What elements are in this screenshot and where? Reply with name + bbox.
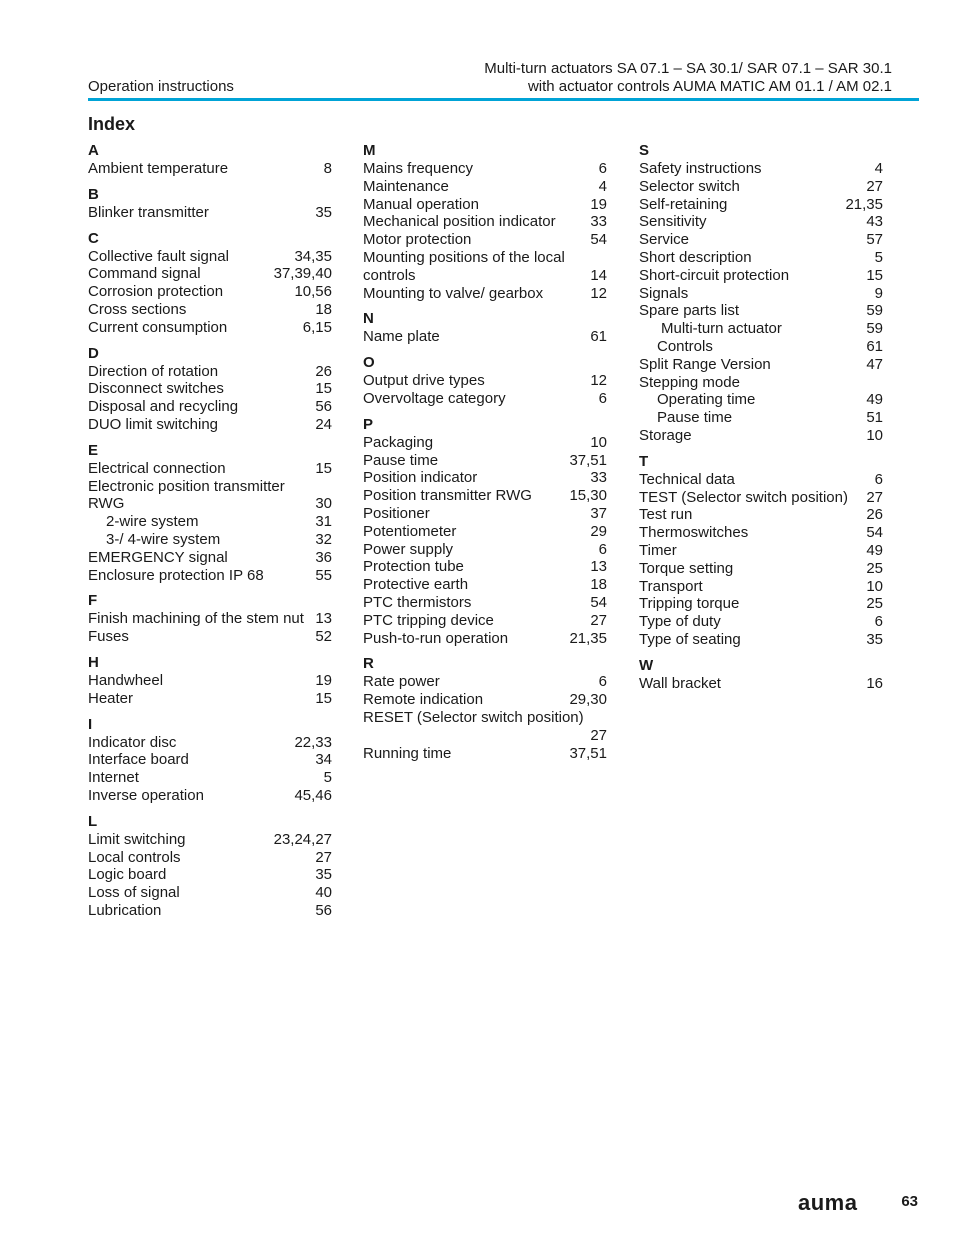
index-entry bbox=[639, 267, 883, 285]
entry-label: Packaging bbox=[363, 433, 434, 451]
entry-pages: 27 bbox=[590, 611, 607, 629]
entry-label: Overvoltage category bbox=[363, 389, 506, 407]
index-section bbox=[88, 142, 332, 178]
section-letter: N bbox=[363, 310, 374, 328]
entry-pages: 26 bbox=[866, 506, 883, 524]
entry-label: Enclosure protection IP 68 bbox=[88, 566, 264, 584]
entry-label: Handwheel bbox=[88, 671, 164, 689]
index-entry bbox=[88, 283, 332, 301]
index-entry bbox=[88, 567, 332, 585]
entry-pages: 27 bbox=[590, 726, 607, 744]
entry-label: Wall bracket bbox=[639, 674, 721, 692]
entry-pages: 27 bbox=[315, 848, 332, 866]
index-section bbox=[88, 230, 332, 337]
entry-pages: 19 bbox=[315, 671, 332, 689]
entry-label: Logic board bbox=[88, 866, 167, 884]
index-entry bbox=[639, 506, 883, 524]
entry-pages: 6 bbox=[874, 470, 883, 488]
entry-label: Mains frequency bbox=[363, 160, 474, 177]
section-letter: L bbox=[88, 812, 98, 830]
entry-pages: 5 bbox=[323, 769, 332, 787]
entry-label: Torque setting bbox=[639, 559, 734, 577]
entry-label: TEST (Selector switch position) bbox=[639, 488, 848, 506]
index-entry bbox=[88, 734, 332, 752]
entry-label: Operating time bbox=[657, 391, 756, 409]
entry-pages: 26 bbox=[315, 362, 332, 380]
entry-label: Position transmitter RWG bbox=[363, 487, 532, 505]
entry-label: Protection tube bbox=[363, 558, 464, 576]
index-section bbox=[639, 453, 883, 649]
index-entry bbox=[88, 549, 332, 567]
section-letter: D bbox=[88, 344, 99, 362]
index-entry bbox=[639, 471, 883, 489]
entry-pages: 25 bbox=[866, 595, 883, 613]
index-entry bbox=[639, 231, 883, 249]
entry-label: Disposal and recycling bbox=[88, 398, 239, 416]
entry-label: Interface board bbox=[88, 751, 189, 769]
index-entry bbox=[363, 328, 607, 346]
entry-label: Protective earth bbox=[363, 576, 469, 594]
index-entry bbox=[88, 831, 332, 849]
entry-pages: 61 bbox=[866, 337, 883, 355]
entry-label: Running time bbox=[363, 744, 452, 762]
entry-pages: 4 bbox=[874, 160, 883, 177]
index-entry bbox=[639, 249, 883, 267]
index-entry bbox=[639, 356, 883, 374]
section-letter: P bbox=[363, 415, 374, 433]
section-letter: O bbox=[363, 354, 375, 372]
index-column-3 bbox=[639, 142, 883, 701]
index-entry bbox=[88, 866, 332, 884]
index-entry bbox=[363, 196, 607, 214]
entry-label: DUO limit switching bbox=[88, 415, 219, 433]
entry-label: Inverse operation bbox=[88, 786, 204, 804]
index-section bbox=[88, 716, 332, 805]
entry-pages: 15 bbox=[315, 459, 332, 477]
index-entry bbox=[88, 398, 332, 416]
entry-pages: 34 bbox=[315, 751, 332, 769]
entry-pages: 43 bbox=[866, 213, 883, 231]
entry-label: Technical data bbox=[639, 470, 735, 488]
entry-label: Mounting to valve/ gearbox bbox=[363, 284, 544, 302]
section-letter: I bbox=[88, 715, 93, 733]
entry-label: Corrosion protection bbox=[88, 283, 224, 301]
index-entry bbox=[363, 541, 607, 559]
entry-pages: 14 bbox=[590, 266, 607, 284]
entry-pages: 12 bbox=[590, 372, 607, 390]
entry-pages: 35 bbox=[315, 866, 332, 884]
entry-label: Manual operation bbox=[363, 195, 479, 213]
index-section bbox=[88, 442, 332, 585]
index-entry bbox=[363, 249, 607, 285]
entry-pages: 45,46 bbox=[294, 786, 332, 804]
entry-pages: 34,35 bbox=[294, 247, 332, 265]
entry-pages: 24 bbox=[315, 415, 332, 433]
entry-label: RESET (Selector switch position) bbox=[363, 708, 584, 726]
index-entry bbox=[363, 160, 607, 178]
entry-label: Positioner bbox=[363, 504, 430, 522]
index-entry bbox=[363, 523, 607, 541]
entry-pages: 18 bbox=[315, 300, 332, 318]
entry-label: Remote indication bbox=[363, 691, 484, 709]
index-entry bbox=[88, 769, 332, 787]
entry-label: Spare parts list bbox=[639, 302, 740, 320]
index-entry bbox=[88, 248, 332, 266]
index-entry bbox=[639, 391, 883, 409]
document-type: Operation instructions bbox=[88, 78, 234, 95]
index-entry bbox=[639, 178, 883, 196]
entry-pages: 6 bbox=[598, 673, 607, 691]
entry-pages: 33 bbox=[590, 213, 607, 231]
entry-label: Pause time bbox=[657, 409, 733, 427]
entry-label: Stepping mode bbox=[639, 373, 740, 391]
section-letter: H bbox=[88, 653, 99, 671]
entry-label: Rate power bbox=[363, 673, 440, 691]
document-title-line-2: with actuator controls AUMA MATIC AM 01.1 / AM 02.1 bbox=[527, 78, 892, 95]
index-entry bbox=[639, 578, 883, 596]
index-entry bbox=[88, 204, 332, 222]
section-letter: S bbox=[639, 142, 650, 159]
entry-pages: 6 bbox=[874, 613, 883, 631]
index-entry bbox=[639, 160, 883, 178]
entry-label: Transport bbox=[639, 577, 703, 595]
entry-label: Blinker transmitter bbox=[88, 203, 209, 221]
entry-label: Mounting positions of the local controls bbox=[363, 248, 565, 284]
entry-pages: 59 bbox=[866, 320, 883, 338]
index-section bbox=[639, 657, 883, 693]
entry-pages: 51 bbox=[866, 409, 883, 427]
index-column-1 bbox=[88, 142, 332, 928]
index-column-2 bbox=[363, 142, 607, 770]
entry-pages: 13 bbox=[315, 610, 332, 628]
entry-pages: 52 bbox=[315, 628, 332, 646]
index-entry bbox=[363, 673, 607, 691]
index-section bbox=[88, 592, 332, 646]
index-entry bbox=[88, 160, 332, 178]
entry-pages: 15 bbox=[866, 266, 883, 284]
entry-pages: 54 bbox=[590, 593, 607, 611]
section-letter: M bbox=[363, 142, 376, 159]
entry-pages: 6 bbox=[598, 389, 607, 407]
index-entry bbox=[88, 610, 332, 628]
entry-label: Internet bbox=[88, 769, 139, 787]
index-entry bbox=[363, 558, 607, 576]
entry-label: Command signal bbox=[88, 265, 201, 283]
entry-label: Short-circuit protection bbox=[639, 266, 790, 284]
index-entry bbox=[88, 628, 332, 646]
index-entry bbox=[88, 672, 332, 690]
entry-pages: 56 bbox=[315, 901, 332, 919]
entry-pages: 37,51 bbox=[569, 744, 607, 762]
entry-label: Electronic position transmitter RWG bbox=[88, 477, 285, 513]
index-section bbox=[363, 655, 607, 762]
entry-label: Test run bbox=[639, 506, 693, 524]
entry-label: PTC thermistors bbox=[363, 593, 472, 611]
index-entry bbox=[363, 487, 607, 505]
entry-label: Service bbox=[639, 231, 690, 249]
index-entry bbox=[639, 560, 883, 578]
index-entry bbox=[88, 363, 332, 381]
index-entry bbox=[639, 320, 883, 338]
index-entry bbox=[88, 301, 332, 319]
entry-label: Safety instructions bbox=[639, 160, 762, 177]
entry-label: Lubrication bbox=[88, 901, 162, 919]
document-title-line-1: Multi-turn actuators SA 07.1 – SA 30.1/ SAR 07.1 – SAR 30.1 bbox=[484, 60, 892, 77]
entry-pages: 54 bbox=[590, 231, 607, 249]
entry-pages: 25 bbox=[866, 559, 883, 577]
index-entry bbox=[363, 630, 607, 648]
index-entry bbox=[363, 612, 607, 630]
entry-pages: 22,33 bbox=[294, 733, 332, 751]
entry-label: Sensitivity bbox=[639, 213, 707, 231]
index-entry bbox=[639, 631, 883, 649]
entry-label: Controls bbox=[657, 337, 713, 355]
index-section bbox=[639, 142, 883, 445]
entry-pages: 35 bbox=[315, 203, 332, 221]
index-entry bbox=[363, 213, 607, 231]
section-letter: A bbox=[88, 142, 99, 159]
page-number: 63 bbox=[901, 1193, 918, 1210]
entry-label: 3-/ 4-wire system bbox=[106, 530, 221, 548]
index-entry bbox=[363, 178, 607, 196]
entry-pages: 27 bbox=[866, 177, 883, 195]
entry-label: Disconnect switches bbox=[88, 380, 224, 398]
index-section bbox=[88, 813, 332, 920]
index-section bbox=[363, 310, 607, 346]
entry-pages: 21,35 bbox=[845, 195, 883, 213]
entry-pages: 23,24,27 bbox=[273, 830, 332, 848]
entry-label: Short description bbox=[639, 248, 752, 266]
entry-label: Cross sections bbox=[88, 300, 187, 318]
header-rule bbox=[88, 98, 919, 101]
entry-label: Position indicator bbox=[363, 469, 478, 487]
index-entry bbox=[639, 613, 883, 631]
index-entry bbox=[363, 452, 607, 470]
index-entry bbox=[88, 884, 332, 902]
entry-pages: 10 bbox=[866, 577, 883, 595]
entry-label: Indicator disc bbox=[88, 733, 177, 751]
auma-logo-text: auma bbox=[798, 1190, 858, 1215]
entry-pages: 59 bbox=[866, 302, 883, 320]
index-section bbox=[88, 186, 332, 222]
index-section bbox=[88, 345, 332, 434]
index-entry bbox=[363, 691, 607, 709]
index-entry bbox=[363, 372, 607, 390]
index-entry bbox=[639, 338, 883, 356]
entry-pages: 9 bbox=[874, 284, 883, 302]
entry-label: Collective fault signal bbox=[88, 247, 229, 265]
index-entry bbox=[88, 690, 332, 708]
index-entry bbox=[88, 380, 332, 398]
entry-pages: 54 bbox=[866, 524, 883, 542]
entry-label: Type of seating bbox=[639, 630, 741, 648]
entry-pages: 40 bbox=[315, 884, 332, 902]
entry-pages: 36 bbox=[315, 548, 332, 566]
index-entry bbox=[639, 213, 883, 231]
entry-pages: 35 bbox=[866, 630, 883, 648]
index-entry bbox=[639, 409, 883, 427]
entry-pages: 15,30 bbox=[569, 487, 607, 505]
index-entry bbox=[639, 675, 883, 693]
entry-pages: 8 bbox=[323, 160, 332, 177]
section-letter: T bbox=[639, 452, 649, 470]
entry-pages: 19 bbox=[590, 195, 607, 213]
index-entry bbox=[363, 285, 607, 303]
section-letter: R bbox=[363, 655, 374, 673]
entry-label: Local controls bbox=[88, 848, 181, 866]
entry-pages: 10 bbox=[590, 433, 607, 451]
auma-logo bbox=[798, 1190, 873, 1216]
index-entry bbox=[88, 531, 332, 549]
entry-label: Tripping torque bbox=[639, 595, 740, 613]
index-section bbox=[363, 142, 607, 302]
index-entry bbox=[88, 460, 332, 478]
entry-label: Heater bbox=[88, 689, 134, 707]
entry-pages: 49 bbox=[866, 541, 883, 559]
entry-label: Thermoswitches bbox=[639, 524, 749, 542]
section-letter: F bbox=[88, 592, 98, 610]
entry-pages: 56 bbox=[315, 398, 332, 416]
entry-pages: 5 bbox=[874, 248, 883, 266]
index-entry bbox=[363, 469, 607, 487]
entry-pages: 6,15 bbox=[302, 318, 332, 336]
index-entry bbox=[88, 849, 332, 867]
entry-label: Loss of signal bbox=[88, 884, 180, 902]
index-entry bbox=[363, 390, 607, 408]
entry-label: Type of duty bbox=[639, 613, 721, 631]
entry-label: Motor protection bbox=[363, 231, 472, 249]
index-entry bbox=[363, 505, 607, 523]
index-entry bbox=[639, 196, 883, 214]
entry-pages: 55 bbox=[315, 566, 332, 584]
entry-pages: 10,56 bbox=[294, 283, 332, 301]
index-entry bbox=[363, 231, 607, 249]
index-entry bbox=[639, 489, 883, 507]
index-entry bbox=[363, 745, 607, 763]
entry-label: Ambient temperature bbox=[88, 160, 229, 177]
entry-label: Push-to-run operation bbox=[363, 629, 509, 647]
entry-pages: 31 bbox=[315, 513, 332, 531]
entry-pages: 21,35 bbox=[569, 629, 607, 647]
entry-label: Electrical connection bbox=[88, 459, 226, 477]
entry-pages: 16 bbox=[866, 674, 883, 692]
index-entry bbox=[639, 524, 883, 542]
entry-pages: 37,51 bbox=[569, 451, 607, 469]
section-letter: C bbox=[88, 229, 99, 247]
entry-label: 2-wire system bbox=[106, 513, 199, 531]
entry-label: Selector switch bbox=[639, 177, 740, 195]
index-entry bbox=[88, 416, 332, 434]
entry-pages: 13 bbox=[590, 558, 607, 576]
section-letter: E bbox=[88, 441, 99, 459]
entry-label: Storage bbox=[639, 426, 692, 444]
entry-pages: 49 bbox=[866, 391, 883, 409]
index-entry bbox=[363, 709, 607, 745]
entry-label: Timer bbox=[639, 541, 677, 559]
entry-pages: 6 bbox=[598, 160, 607, 177]
index-entry bbox=[88, 513, 332, 531]
section-letter: W bbox=[639, 656, 654, 674]
index-entry bbox=[639, 542, 883, 560]
index-entry bbox=[88, 787, 332, 805]
entry-label: Limit switching bbox=[88, 830, 186, 848]
entry-pages: 10 bbox=[866, 426, 883, 444]
entry-pages: 33 bbox=[590, 469, 607, 487]
index-title: Index bbox=[88, 114, 136, 134]
entry-label: Output drive types bbox=[363, 372, 485, 390]
entry-pages: 47 bbox=[866, 355, 883, 373]
entry-pages: 6 bbox=[598, 540, 607, 558]
entry-pages: 29,30 bbox=[569, 691, 607, 709]
entry-pages: 12 bbox=[590, 284, 607, 302]
entry-pages: 37 bbox=[590, 504, 607, 522]
entry-label: Maintenance bbox=[363, 177, 449, 195]
entry-label: PTC tripping device bbox=[363, 611, 494, 629]
entry-label: Mechanical position indicator bbox=[363, 213, 556, 231]
entry-label: Power supply bbox=[363, 540, 454, 558]
entry-label: Pause time bbox=[363, 451, 439, 469]
document-title bbox=[484, 60, 892, 96]
entry-label: Direction of rotation bbox=[88, 362, 219, 380]
entry-label: Signals bbox=[639, 284, 689, 302]
entry-pages: 30 bbox=[315, 495, 332, 513]
index-section bbox=[363, 354, 607, 408]
entry-pages: 32 bbox=[315, 530, 332, 548]
entry-label: Finish machining of the stem nut bbox=[88, 610, 304, 628]
index-entry bbox=[88, 751, 332, 769]
index-entry bbox=[639, 302, 883, 320]
index-section bbox=[363, 416, 607, 648]
index-entry bbox=[363, 594, 607, 612]
entry-label: Multi-turn actuator bbox=[661, 320, 782, 338]
index-entry bbox=[88, 265, 332, 283]
entry-pages: 37,39,40 bbox=[273, 265, 332, 283]
index-entry bbox=[88, 319, 332, 337]
entry-label: EMERGENCY signal bbox=[88, 548, 228, 566]
entry-label: Current consumption bbox=[88, 318, 228, 336]
entry-pages: 27 bbox=[866, 488, 883, 506]
index-entry bbox=[639, 427, 883, 445]
entry-pages: 4 bbox=[598, 177, 607, 195]
index-entry bbox=[88, 902, 332, 920]
entry-pages: 15 bbox=[315, 380, 332, 398]
index-entry bbox=[639, 285, 883, 303]
index-section bbox=[88, 654, 332, 708]
entry-label: Fuses bbox=[88, 628, 129, 646]
entry-pages: 61 bbox=[590, 328, 607, 346]
section-letter: B bbox=[88, 185, 99, 203]
index-entry bbox=[88, 478, 332, 514]
entry-pages: 18 bbox=[590, 576, 607, 594]
index-entry bbox=[363, 576, 607, 594]
entry-label: Split Range Version bbox=[639, 355, 771, 373]
entry-pages: 29 bbox=[590, 522, 607, 540]
index-entry bbox=[639, 374, 883, 392]
entry-label: Name plate bbox=[363, 328, 440, 346]
entry-label: Potentiometer bbox=[363, 522, 457, 540]
index-entry bbox=[363, 434, 607, 452]
entry-pages: 57 bbox=[866, 231, 883, 249]
index-entry bbox=[639, 595, 883, 613]
entry-pages: 15 bbox=[315, 689, 332, 707]
entry-label: Self-retaining bbox=[639, 195, 728, 213]
